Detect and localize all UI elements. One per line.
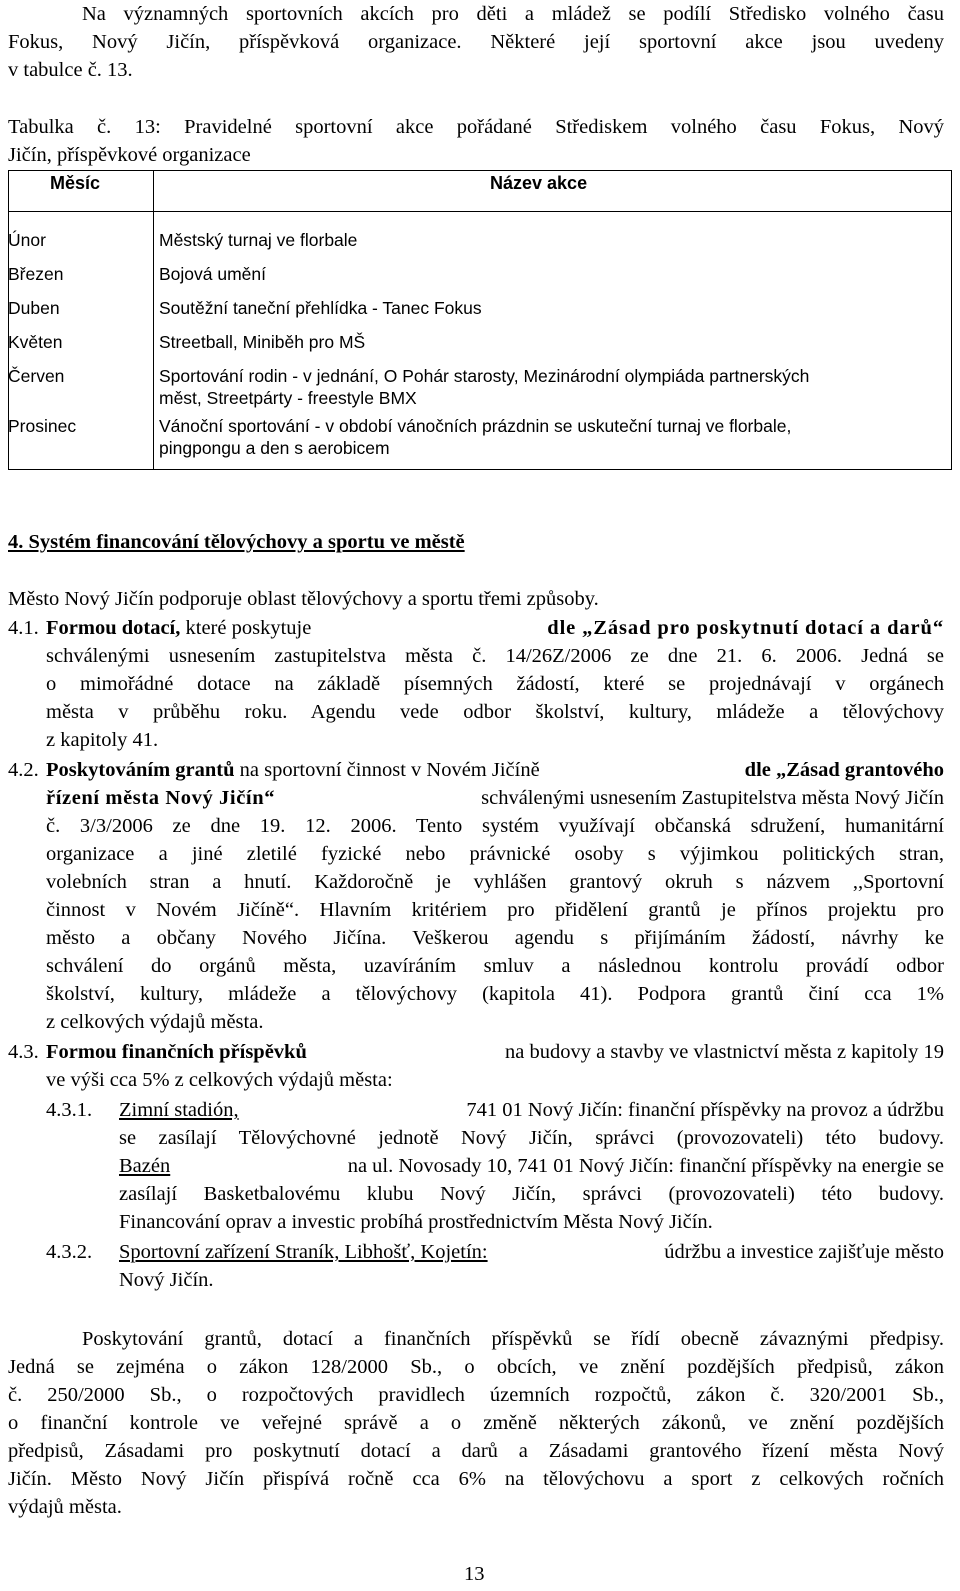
section-heading: 4. Systém financování tělovýchovy a sportu ve městě bbox=[8, 531, 465, 553]
item-text: které poskytuje bbox=[180, 617, 312, 639]
item-bold: Poskytováním grantů bbox=[46, 759, 235, 781]
caption-line: Tabulka č. 13: Pravidelné sportovní akce pořádané Střediskem volného času Fokus, Nový bbox=[8, 116, 944, 138]
item-line: ve výši cca 5% z celkových výdajů města: bbox=[46, 1069, 393, 1091]
item-text: na budovy a stavby ve vlastnictví města z kapitoly 19 bbox=[505, 1041, 944, 1063]
item-text: 741 01 Nový Jičín: finanční příspěvky na provoz a údržbu bbox=[466, 1099, 944, 1121]
item-line: město a občany Nového Jičína. Veškerou agendu s přijímáním žádostí, návrhy ke bbox=[46, 927, 944, 949]
item-line: Nový Jičín. bbox=[119, 1269, 214, 1291]
table-header-event: Název akce bbox=[490, 173, 588, 193]
item-line: č. 3/3/2006 ze dne 19. 12. 2006. Tento systém využívají občanská sdružení, humanitární bbox=[46, 815, 944, 837]
item-number: 4.3. bbox=[8, 1041, 39, 1063]
item-line: Financování oprav a investic probíhá prostřednictvím Města Nový Jičín. bbox=[119, 1211, 713, 1233]
event-cell: Vánoční sportování - v období vánočních prázdnin se uskuteční turnaj ve florbale, bbox=[159, 416, 792, 436]
item-first-line bbox=[46, 614, 944, 642]
month-cell: Březen bbox=[8, 264, 64, 284]
item-bold-reference: dle „Zásad grantového bbox=[744, 759, 944, 781]
item-line: školství, kultury, mládeže a tělovýchovy (kapitola 41). Podpora grantů činí cca 1% bbox=[46, 983, 944, 1005]
table-column-divider bbox=[153, 170, 154, 470]
closing-line: Jedná se zejména o zákon 128/2000 Sb., o obcích, ve znění pozdějších předpisů, zákon bbox=[8, 1356, 944, 1378]
closing-line: výdajů města. bbox=[8, 1496, 122, 1518]
item-line: schválenými usnesením zastupitelstva města č. 14/26Z/2006 ze dne 21. 6. 2006. Jedná se bbox=[46, 645, 944, 667]
table-header-divider bbox=[8, 211, 952, 212]
item-number: 4.3.1. bbox=[46, 1099, 93, 1121]
item-number: 4.3.2. bbox=[46, 1241, 93, 1263]
item-first-line bbox=[46, 1038, 944, 1066]
closing-line: předpisů, Zásadami pro poskytnutí dotací a darů a Zásadami grantového řízení města Nový bbox=[8, 1440, 944, 1462]
intro-line: Na významných sportovních akcích pro děti a mládež se podílí Středisko volného času bbox=[82, 3, 944, 25]
item-number: 4.2. bbox=[8, 759, 39, 781]
item-line: z celkových výdajů města. bbox=[46, 1011, 264, 1033]
closing-line: o finanční kontrole ve veřejné správě a o změně některých zákonů, ve znění pozdějších bbox=[8, 1412, 944, 1434]
month-cell: Únor bbox=[8, 230, 46, 250]
intro-line: v tabulce č. 13. bbox=[8, 59, 133, 81]
item-first-line bbox=[119, 1238, 944, 1266]
event-cell: Streetball, Miniběh pro MŠ bbox=[159, 332, 366, 352]
table-border-right bbox=[951, 170, 952, 470]
item-first-line bbox=[119, 1096, 944, 1124]
item-bold-reference: dle „Zásad pro poskytnutí dotací a darů“ bbox=[547, 617, 944, 639]
item-line: organizace a jiné zletilé fyzické nebo právnické osoby s výjimkou politických stran, bbox=[46, 843, 944, 865]
item-second-line bbox=[46, 784, 944, 812]
item-text: na ul. Novosady 10, 741 01 Nový Jičín: finanční příspěvky na energie se bbox=[347, 1155, 944, 1177]
event-cell: Sportování rodin - v jednání, O Pohár starosty, Mezinárodní olympiáda partnerských bbox=[159, 366, 810, 386]
item-first-line bbox=[46, 756, 944, 784]
item-line: volebních stran a hnutí. Každoročně je vyhlášen grantový okruh s názvem ,,Sportovní bbox=[46, 871, 944, 893]
item-line: se zasílají Tělovýchovné jednotě Nový Jičín, správci (provozovateli) této budovy. bbox=[119, 1127, 944, 1149]
table-header-month: Měsíc bbox=[50, 173, 101, 193]
event-cell-continued: pingpongu a den s aerobicem bbox=[159, 438, 390, 458]
event-cell: Městský turnaj ve florbale bbox=[159, 230, 358, 250]
item-line bbox=[119, 1152, 944, 1180]
item-line: z kapitoly 41. bbox=[46, 729, 159, 751]
month-cell: Duben bbox=[8, 298, 60, 318]
item-line: města v průběhu roku. Agendu vede odbor školství, kultury, mládeže a tělovýchovy bbox=[46, 701, 944, 723]
table-border-top bbox=[8, 170, 952, 171]
item-bold: Formou finančních příspěvků bbox=[46, 1041, 307, 1063]
closing-line: Poskytování grantů, dotací a finančních příspěvků se řídí obecně závaznými předpisy. bbox=[82, 1328, 944, 1350]
event-cell-continued: měst, Streetpárty - freestyle BMX bbox=[159, 388, 417, 408]
events-table bbox=[8, 170, 952, 470]
item-line: o mimořádné dotace na základě písemných žádostí, které se projednávají v orgánech bbox=[46, 673, 944, 695]
item-line: schválení do orgánů města, uzavíráním smluv a následnou kontrolu provádí odbor bbox=[46, 955, 944, 977]
item-text: na sportovní činnost v Novém Jičíně bbox=[234, 759, 540, 781]
closing-line: Jičín. Město Nový Jičín přispívá ročně cca 6% na tělovýchovu a sport z celkových ročních bbox=[8, 1468, 944, 1490]
intro-line: Fokus, Nový Jičín, příspěvková organizace. Některé její sportovní akce jsou uvedeny bbox=[8, 31, 944, 53]
month-cell: Prosinec bbox=[8, 416, 77, 436]
item-line: zasílají Basketbalovému klubu Nový Jičín, správci (provozovateli) této budovy. bbox=[119, 1183, 944, 1205]
event-cell: Soutěžní taneční přehlídka - Tanec Fokus bbox=[159, 298, 482, 318]
closing-line: č. 250/2000 Sb., o rozpočtových pravidlech územních rozpočtů, zákon č. 320/2001 Sb., bbox=[8, 1384, 944, 1406]
item-bold-reference: řízení města Nový Jičín“ bbox=[46, 787, 276, 809]
section-lead: Město Nový Jičín podporuje oblast tělovýchovy a sportu třemi způsoby. bbox=[8, 588, 599, 610]
item-text: schválenými usnesením Zastupitelstva města Nový Jičín bbox=[481, 787, 944, 809]
event-cell: Bojová umění bbox=[159, 264, 267, 284]
facility-name: Sportovní zařízení Straník, Libhošť, Kojetín: bbox=[119, 1241, 488, 1263]
item-line: činnost v Novém Jičíně“. Hlavním kritériem pro přidělení grantů je přínos projektu pro bbox=[46, 899, 944, 921]
month-cell: Květen bbox=[8, 332, 63, 352]
caption-line: Jičín, příspěvkové organizace bbox=[8, 144, 251, 166]
page-number: 13 bbox=[464, 1563, 485, 1585]
month-cell: Červen bbox=[8, 366, 65, 386]
item-bold: Formou dotací, bbox=[46, 617, 181, 639]
item-number: 4.1. bbox=[8, 617, 39, 639]
facility-name-link: Zimní stadión, bbox=[119, 1099, 239, 1121]
table-border-bottom bbox=[8, 469, 952, 470]
item-text: údržbu a investice zajišťuje město bbox=[664, 1241, 944, 1263]
facility-name: Bazén bbox=[119, 1155, 171, 1177]
